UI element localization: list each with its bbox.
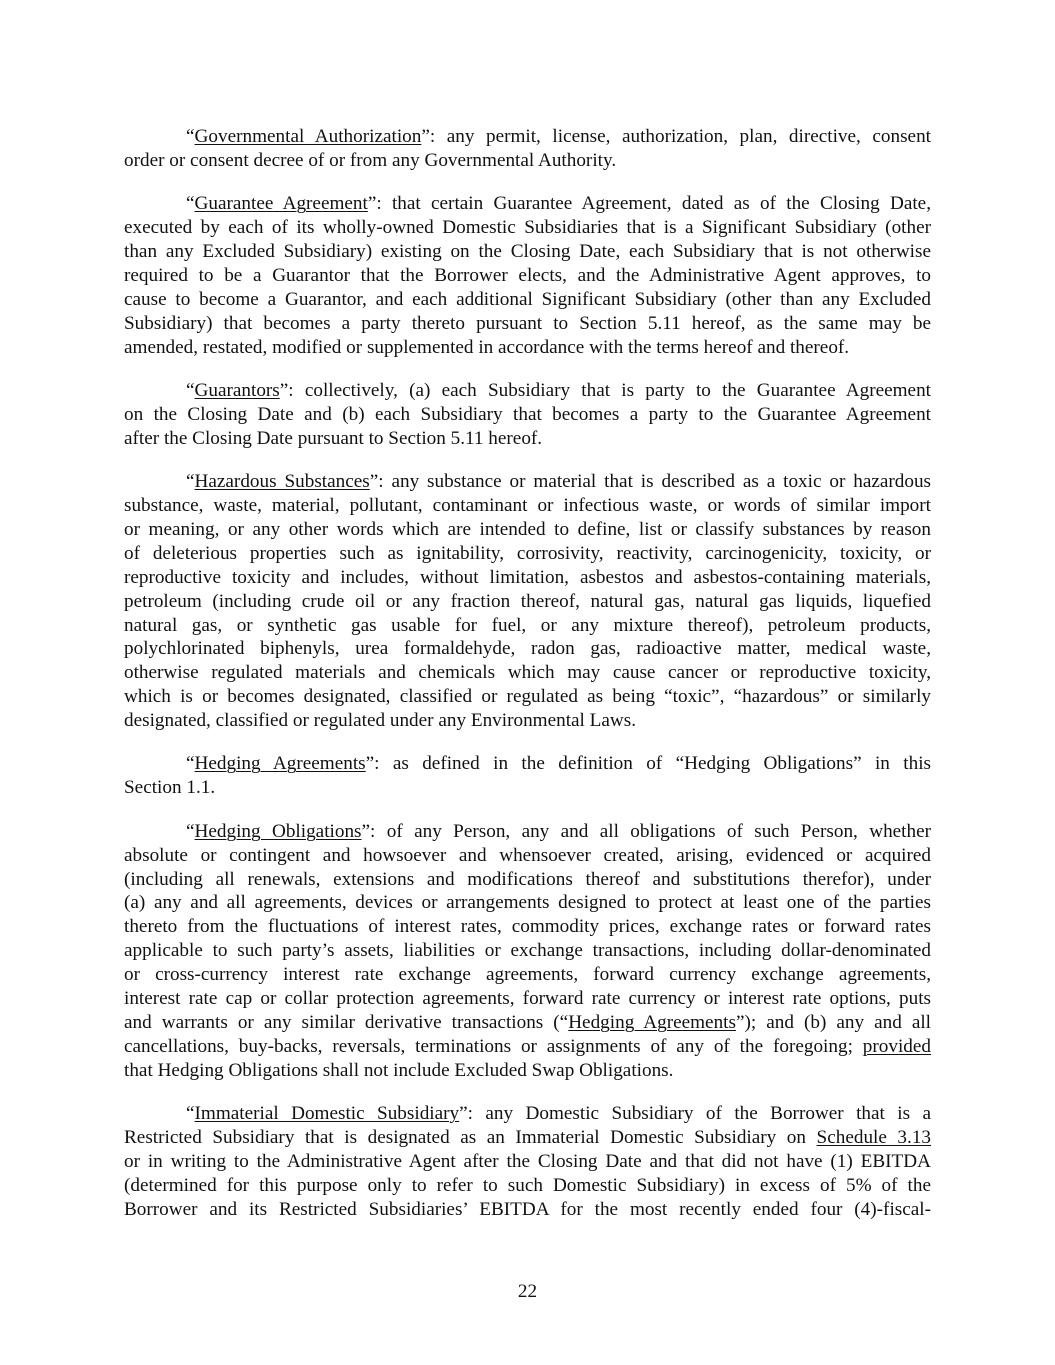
text-line (124, 820, 931, 844)
text-segment: or in writing to the Administrative Agent after the Closing Date and that did not have (1) EBITDA (124, 1150, 931, 1172)
text-line (124, 1126, 931, 1150)
text-segment: absolute or contingent and howsoever and whensoever created, arising, evidenced or acquired (124, 844, 931, 866)
text-segment: thereto from the fluctuations of interest rates, commodity prices, exchange rates or forward rates (124, 916, 931, 938)
text-segment: after the Closing Date pursuant to Section 5.11 hereof. (124, 427, 543, 449)
text-segment: substance, waste, material, pollutant, contaminant or infectious waste, or words of similar import (124, 495, 931, 517)
text-segment: Borrower and its Restricted Subsidiaries’ EBITDA for the most recently ended four (4)-fiscal- (124, 1198, 931, 1220)
text-segment: cancellations, buy-backs, reversals, terminations or assignments of any of the foregoing; (124, 1035, 863, 1057)
text-segment: Section 1.1. (124, 777, 216, 799)
definition-hedging-agreements (124, 752, 931, 800)
text-line (124, 614, 931, 638)
text-segment: “ (186, 126, 195, 147)
text-segment: “ (186, 1103, 195, 1125)
text-line (124, 470, 931, 494)
text-segment: interest rate cap or collar protection agreements, forward rate currency or interest rate options, puts (124, 988, 931, 1009)
text-segment: ”); and (b) any and all (735, 1011, 932, 1033)
definition-guarantors (124, 379, 931, 451)
text-line (124, 1011, 931, 1035)
text-segment: ”: of any Person, any and all obligations of such Person, whether (361, 820, 932, 842)
text-line (124, 987, 931, 1011)
text-line (124, 427, 931, 451)
text-segment: Subsidiary) that becomes a party thereto pursuant to Section 5.11 hereof, as the same may be (124, 312, 931, 334)
text-line (124, 542, 931, 566)
defined-term: Governmental Authorization (194, 126, 422, 147)
text-line (124, 216, 931, 240)
defined-term: Hazardous Substances (194, 471, 370, 493)
definition-governmental-authorization (124, 125, 931, 173)
text-segment: otherwise regulated materials and chemicals which may cause cancer or reproductive toxicity, (124, 662, 931, 684)
text-line (124, 1174, 931, 1198)
text-segment: or cross-currency interest rate exchange agreements, forward currency exchange agreements, (124, 964, 931, 986)
text-segment: ”: any Domestic Subsidiary of the Borrower that is a (459, 1103, 931, 1125)
text-segment: or meaning, or any other words which are intended to define, list or classify substances by reason (124, 518, 931, 540)
text-segment: ”: any permit, license, authorization, plan, directive, consent (421, 126, 931, 147)
text-line (124, 868, 931, 892)
text-line (124, 1102, 931, 1126)
text-line (124, 685, 931, 709)
text-segment: that Hedging Obligations shall not include Excluded Swap Obligations. (124, 1059, 674, 1081)
text-line (124, 752, 931, 776)
definition-guarantee-agreement (124, 192, 931, 359)
text-line (124, 915, 931, 939)
text-segment: (determined for this purpose only to refer to such Domestic Subsidiary) in excess of 5% of the (124, 1174, 931, 1196)
text-line (124, 1035, 931, 1059)
text-segment: ”: that certain Guarantee Agreement, dated as of the Closing Date, (367, 193, 931, 215)
text-segment: natural gas, or synthetic gas usable for fuel, or any mixture thereof), petroleum products, (124, 614, 931, 636)
text-line (124, 288, 931, 312)
text-line (124, 891, 931, 915)
text-segment: (a) any and all agreements, devices or arrangements designed to protect at least one of the parties (124, 892, 931, 914)
text-segment: (including all renewals, extensions and modifications thereof and substitutions therefor), under (124, 868, 931, 890)
defined-term: Immaterial Domestic Subsidiary (194, 1103, 460, 1125)
text-line (124, 661, 931, 685)
definition-hazardous-substances (124, 470, 931, 733)
text-segment: “ (186, 380, 195, 402)
text-line (124, 1059, 931, 1083)
text-line (124, 844, 931, 868)
text-line (124, 192, 931, 216)
text-segment: amended, restated, modified or supplemented in accordance with the terms hereof and thereof. (124, 336, 850, 358)
text-line (124, 379, 931, 403)
text-segment: ”: collectively, (a) each Subsidiary that is party to the Guarantee Agreement (279, 380, 931, 402)
text-line (124, 1198, 931, 1222)
text-segment: of deleterious properties such as ignitability, corrosivity, reactivity, carcinogenicity, toxicity, or (124, 542, 931, 564)
defined-term: Schedule 3.13 (816, 1126, 932, 1148)
text-line (124, 240, 931, 264)
defined-term: Guarantee Agreement (194, 193, 368, 215)
defined-term: Hedging Obligations (194, 820, 362, 842)
defined-term: Hedging Agreements (194, 753, 366, 775)
text-line (124, 403, 931, 427)
text-segment: on the Closing Date and (b) each Subsidiary that becomes a party to the Guarantee Agreement (124, 403, 931, 425)
text-segment: applicable to such party’s assets, liabilities or exchange transactions, including dollar-denominated (124, 940, 931, 962)
text-segment: required to be a Guarantor that the Borrower elects, and the Administrative Agent approves, to (124, 264, 931, 286)
text-segment: ”: as defined in the definition of “Hedging Obligations” in this (365, 753, 931, 775)
text-line (124, 566, 931, 590)
text-segment: Restricted Subsidiary that is designated as an Immaterial Domestic Subsidiary on (124, 1126, 817, 1148)
page-number: 22 (517, 1281, 538, 1302)
text-segment: than any Excluded Subsidiary) existing on the Closing Date, each Subsidiary that is not otherwise (124, 241, 931, 263)
text-segment: “ (186, 753, 195, 775)
text-segment: order or consent decree of or from any Governmental Authority. (124, 149, 617, 171)
text-segment: and warrants or any similar derivative transactions (“ (124, 1011, 569, 1033)
text-line (124, 963, 931, 987)
text-line (124, 518, 931, 542)
text-segment: petroleum (including crude oil or any fraction thereof, natural gas, natural gas liquids, liquefied (124, 590, 931, 612)
text-segment: executed by each of its wholly-owned Domestic Subsidiaries that is a Significant Subsidiary (other (124, 217, 931, 239)
text-segment: cause to become a Guarantor, and each additional Significant Subsidiary (other than any Excluded (124, 288, 931, 310)
text-line (124, 939, 931, 963)
text-segment: ”: any substance or material that is described as a toxic or hazardous (369, 471, 932, 493)
text-line (124, 336, 931, 360)
text-segment: “ (186, 471, 195, 493)
text-line (124, 149, 931, 173)
text-segment: reproductive toxicity and includes, without limitation, asbestos and asbestos-containing materials, (124, 566, 931, 588)
text-line (124, 125, 931, 149)
definition-hedging-obligations (124, 820, 931, 1083)
text-line (124, 637, 931, 661)
text-segment: designated, classified or regulated under any Environmental Laws. (124, 710, 637, 732)
text-line (124, 494, 931, 518)
text-segment: which is or becomes designated, classified or regulated as being “toxic”, “hazardous” or similarly (124, 686, 931, 708)
text-segment: “ (186, 193, 195, 215)
defined-term: Hedging Agreements (568, 1011, 736, 1033)
text-segment: polychlorinated biphenyls, urea formaldehyde, radon gas, radioactive matter, medical waste, (124, 638, 931, 660)
document-body (124, 125, 931, 1241)
defined-term: provided (862, 1035, 931, 1057)
text-line (124, 590, 931, 614)
text-line (124, 709, 931, 733)
text-line (124, 264, 931, 288)
text-line (124, 776, 931, 800)
defined-term: Guarantors (194, 380, 280, 402)
text-segment: “ (186, 820, 195, 842)
text-line (124, 312, 931, 336)
definition-immaterial-domestic-subsidiary (124, 1102, 931, 1221)
text-line (124, 1150, 931, 1174)
